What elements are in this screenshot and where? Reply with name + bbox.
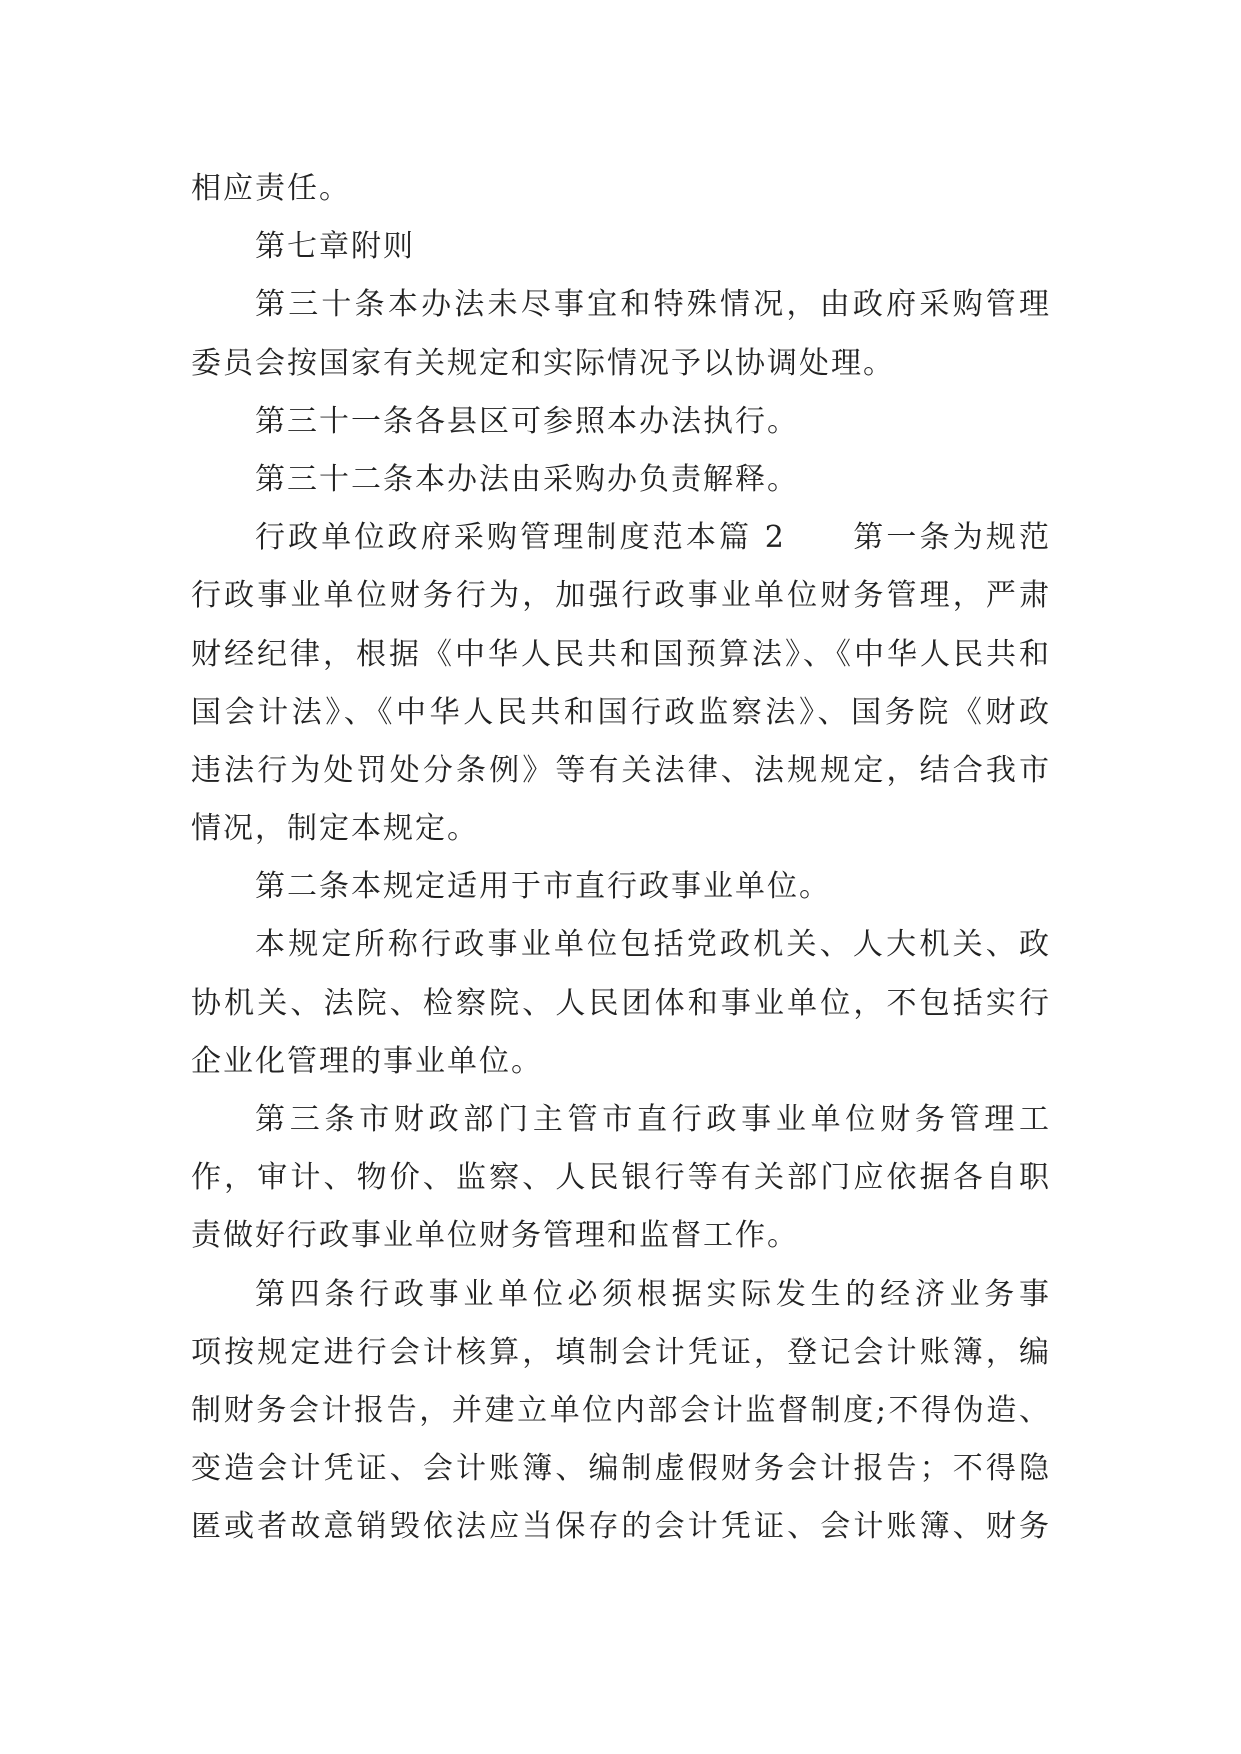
text-line: 第七章附则 bbox=[255, 229, 415, 265]
text-line: 行政事业单位财务行为，加强行政事业单位财务管理，严肃 bbox=[191, 578, 1051, 614]
text-line: 财经纪律，根据《中华人民共和国预算法》、《中华人民共和 bbox=[191, 636, 1051, 672]
text-line: 协机关、法院、检察院、人民团体和事业单位，不包括实行 bbox=[191, 985, 1051, 1021]
text-line: 违法行为处罚处分条例》等有关法律、法规规定，结合我市 bbox=[191, 752, 1051, 788]
text-line: 本规定所称行政事业单位包括党政机关、人大机关、政 bbox=[255, 927, 1051, 963]
text-line: 匿或者故意销毁依法应当保存的会计凭证、会计账簿、财务 bbox=[191, 1509, 1051, 1545]
text-line: 项按规定进行会计核算，填制会计凭证，登记会计账簿，编 bbox=[191, 1334, 1051, 1370]
document-body bbox=[191, 160, 1051, 1557]
text-line: 第三条市财政部门主管市直行政事业单位财务管理工 bbox=[255, 1102, 1051, 1137]
text-line: 第三十二条本办法由采购办负责解释。 bbox=[255, 461, 799, 497]
text-line: 责做好行政事业单位财务管理和监督工作。 bbox=[191, 1218, 799, 1254]
text-line: 情况，制定本规定。 bbox=[191, 811, 479, 847]
text-line: 行政单位政府采购管理制度范本篇 2 第一条为规范 bbox=[255, 520, 1051, 556]
text-line: 第四条行政事业单位必须根据实际发生的经济业务事 bbox=[255, 1276, 1051, 1312]
text-line: 制财务会计报告，并建立单位内部会计监督制度;不得伪造、 bbox=[191, 1392, 1051, 1428]
text-line: 第三十一条各县区可参照本办法执行。 bbox=[255, 403, 799, 439]
text-line: 相应责任。 bbox=[191, 171, 351, 206]
text-line: 企业化管理的事业单位。 bbox=[191, 1043, 543, 1079]
text-line: 变造会计凭证、会计账簿、编制虚假财务会计报告；不得隐 bbox=[191, 1451, 1051, 1487]
text-line: 国会计法》、《中华人民共和国行政监察法》、国务院《财政 bbox=[191, 694, 1051, 730]
text-line: 第二条本规定适用于市直行政事业单位。 bbox=[255, 869, 831, 905]
text-line: 委员会按国家有关规定和实际情况予以协调处理。 bbox=[191, 345, 895, 381]
text-line: 第三十条本办法未尽事宜和特殊情况，由政府采购管理 bbox=[255, 287, 1051, 323]
text-line: 作，审计、物价、监察、人民银行等有关部门应依据各自职 bbox=[191, 1160, 1051, 1196]
